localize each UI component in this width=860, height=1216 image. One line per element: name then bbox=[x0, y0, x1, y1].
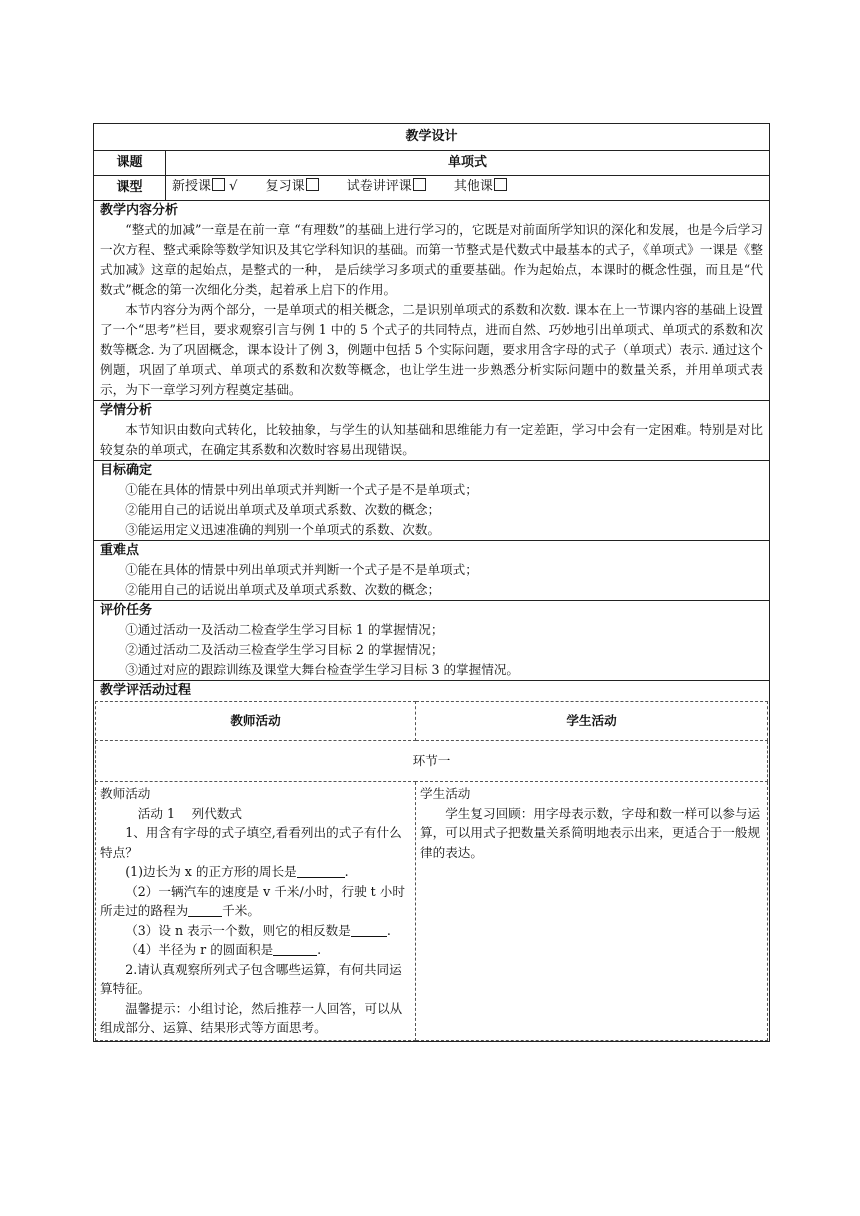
student-analysis-section bbox=[94, 401, 770, 461]
lesson-plan-document bbox=[93, 123, 769, 1042]
question-1-1: (1)边长为 x 的正方形的周长是 . bbox=[125, 864, 349, 879]
teacher-activity-label: 教师活动 bbox=[100, 786, 151, 801]
question-1-2: （2）一辆汽车的速度是 v 千米/小时，行驶 t 小时所走过的路程为 千米。 bbox=[100, 883, 405, 918]
key-point-item: ①能在具体的情景中列出单项式并判断一个式子是不是单项式； bbox=[125, 562, 478, 577]
student-activity-text: 学生复习回顾：用字母表示数，字母和数一样可以参与运算，可以用式子把数量关系简明地表示出来，更适合于一般规律的表达。 bbox=[420, 805, 761, 860]
content-analysis-section bbox=[94, 201, 770, 401]
warm-tip: 温馨提示：小组讨论，然后推荐一人回答，可以从组成部分、运算、结果形式等方面思考。 bbox=[100, 1000, 403, 1035]
checkbox[interactable] bbox=[212, 178, 225, 191]
content-analysis-heading: 教学内容分析 bbox=[100, 203, 179, 218]
student-analysis-heading: 学情分析 bbox=[100, 403, 153, 418]
teacher-column-header: 教师活动 bbox=[96, 702, 416, 741]
key-points-section bbox=[94, 541, 770, 601]
lesson-type-label: 课型 bbox=[94, 176, 166, 201]
goal-item: ③能运用定义迅速准确的判别一个单项式的系数、次数。 bbox=[125, 522, 441, 537]
lesson-type-option-exam-review[interactable]: 试卷讲评课 bbox=[347, 179, 430, 194]
lesson-plan-table bbox=[93, 123, 770, 1042]
checkbox[interactable] bbox=[306, 178, 319, 191]
content-analysis-paragraph: “整式的加减”一章是在前一章 “有理数”的基础上进行学习的，它既是对前面所学知识的深化和发展，也是今后学习一次方程、整式乘除等数学知识及其它学科知识的基础。而第一节整式是代数式中最基本的式子，《单项式》一课是《整式加减》这章的起始点，是整式的一种， 是后续学习多项式的重要基础。作为起始点，本课时的概念性强，而且是“代数式”概念的第一次细化分类，起着承上启下的作用。 bbox=[100, 222, 764, 297]
lesson-type-option-review[interactable]: 复习课 bbox=[266, 179, 323, 194]
check-mark: √ bbox=[229, 179, 238, 194]
goals-heading: 目标确定 bbox=[100, 463, 153, 478]
lesson-type-option-new[interactable]: 新授课 √ bbox=[172, 179, 238, 194]
assessment-item: ③通过对应的跟踪训练及课堂大舞台检查学生学习目标 3 的掌握情况。 bbox=[125, 662, 520, 677]
key-point-item: ②能用自己的话说出单项式及单项式系数、次数的概念； bbox=[125, 582, 441, 597]
answer-blank[interactable] bbox=[297, 864, 345, 878]
goal-item: ②能用自己的话说出单项式及单项式系数、次数的概念； bbox=[125, 502, 441, 517]
process-section bbox=[94, 681, 770, 1042]
student-column-header: 学生活动 bbox=[416, 702, 768, 741]
goals-section bbox=[94, 461, 770, 541]
answer-blank[interactable] bbox=[188, 903, 222, 917]
question-1: 1、用含有字母的式子填空,看看列出的式子有什么特点？ bbox=[100, 825, 402, 860]
goal-item: ①能在具体的情景中列出单项式并判断一个式子是不是单项式； bbox=[125, 482, 478, 497]
topic-value: 单项式 bbox=[166, 151, 770, 176]
stage-label: 环节一 bbox=[96, 741, 768, 782]
assessment-item: ②通过活动二及活动三检查学生学习目标 2 的掌握情况； bbox=[125, 642, 444, 657]
student-analysis-paragraph: 本节知识由数向式转化，比较抽象，与学生的认知基础和思维能力有一定差距，学习中会有一定困难。特别是对比较复杂的单项式，在确定其系数和次数时容易出现错误。 bbox=[100, 422, 764, 457]
assessment-item: ①通过活动一及活动二检查学生学习目标 1 的掌握情况； bbox=[125, 622, 444, 637]
question-2: 2.请认真观察所列式子包含哪些运算，有何共同运算特征。 bbox=[100, 961, 402, 996]
question-1-3: （3）设 n 表示一个数，则它的相反数是 . bbox=[125, 922, 391, 938]
question-1-4: （4）半径为 r 的圆面积是 . bbox=[125, 942, 322, 957]
checkbox[interactable] bbox=[494, 178, 507, 191]
assessment-section bbox=[94, 601, 770, 681]
answer-blank[interactable] bbox=[351, 923, 387, 937]
process-heading: 教学评活动过程 bbox=[100, 683, 192, 698]
checkbox[interactable] bbox=[413, 178, 426, 191]
lesson-type-option-other[interactable]: 其他课 bbox=[454, 179, 507, 194]
student-activity-label: 学生活动 bbox=[420, 786, 471, 801]
topic-label: 课题 bbox=[94, 151, 166, 176]
process-table bbox=[95, 701, 768, 1041]
key-points-heading: 重难点 bbox=[100, 543, 140, 558]
activity-title: 活动 1 列代数式 bbox=[137, 805, 242, 821]
student-activity-cell bbox=[416, 782, 768, 1041]
answer-blank[interactable] bbox=[273, 942, 317, 956]
teacher-activity-cell bbox=[96, 782, 416, 1041]
assessment-heading: 评价任务 bbox=[100, 603, 153, 618]
content-analysis-paragraph: 本节内容分为两个部分，一是单项式的相关概念，二是识别单项式的系数和次数. 课本在上一节课内容的基础上设置了一个“思考”栏目，要求观察引言与例 1 中的 5 个式子的共同特点，进而自然、巧妙地引出单项式、单项式的系数和次数等概念. 为了巩固概念，课本设计了例 3，例题中包括 5 个实际问题，要求用含字母的式子（单项式）表示. 通过这个例题，巩固了单项式、单项式的系数和次数等概念，也让学生进一步熟悉分析实际问题中的数量关系，并用单项式表示，为下一章学习列方程奠定基础。 bbox=[100, 302, 764, 397]
lesson-type-options bbox=[166, 176, 770, 201]
document-title: 教学设计 bbox=[94, 124, 770, 151]
